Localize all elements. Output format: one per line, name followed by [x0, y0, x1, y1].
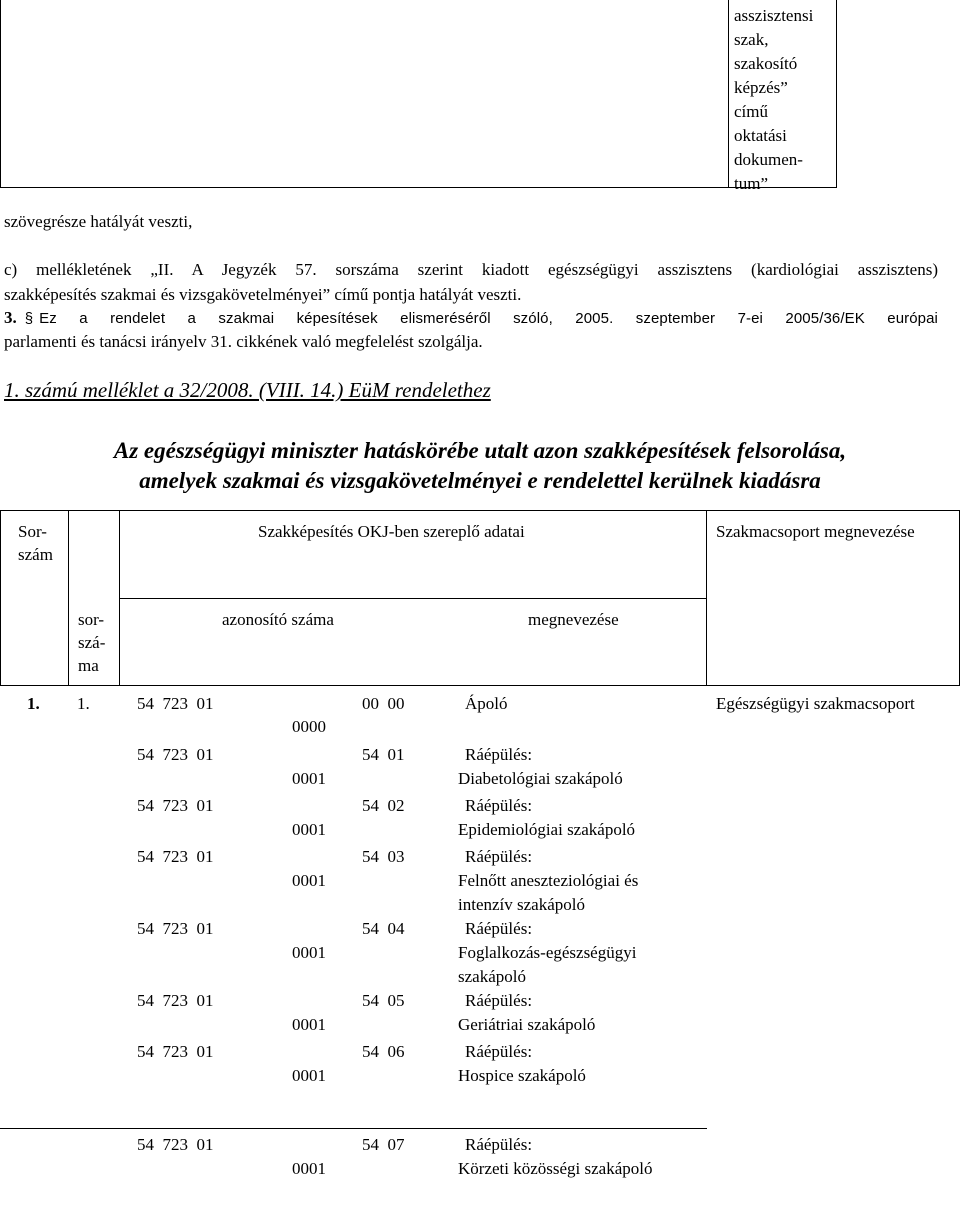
- azonosito-szam: 54 723 01: [137, 745, 214, 764]
- table-border: [0, 685, 960, 686]
- table-border: [706, 510, 707, 686]
- header-okj-group: Szakképesítés OKJ-ben szereplő adatai: [258, 522, 525, 541]
- azonosito-szam-suffix: 0001: [292, 1066, 326, 1085]
- azonosito-szam: 54 723 01: [137, 1135, 214, 1154]
- section-3-line2: parlamenti és tanácsi irányelv 31. cikkének való megfelelést szolgálja.: [4, 332, 483, 351]
- azonosito-szam-suffix: 0001: [292, 820, 326, 839]
- azonosito-szam: 54 723 01: [137, 796, 214, 815]
- main-title-line2: amelyek szakmai és vizsgakövetelményei e rendelettel kerülnek kiadásra: [139, 468, 821, 493]
- szakkepesites-name: Ápoló: [465, 694, 508, 713]
- okj-code: 54 01: [362, 745, 405, 764]
- table-border: [0, 0, 1, 188]
- azonosito-szam: 54 723 01: [137, 1042, 214, 1061]
- szakkepesites-name: Ráépülés: Hospice szakápoló: [458, 1042, 586, 1085]
- main-title-line1: Az egészségügyi miniszter hatáskörébe utalt azon szakképesítések felsorolása,: [113, 438, 847, 463]
- szakkepesites-name: Ráépülés: Foglalkozás-egészségügyi szakápoló: [458, 919, 637, 986]
- paragraph-repeal: szövegrésze hatályát veszti,: [4, 212, 193, 231]
- azonosito-szam: 54 723 01: [137, 991, 214, 1010]
- table-border: [728, 0, 729, 188]
- section-sign: §: [24, 310, 34, 327]
- table-border: [119, 598, 120, 686]
- header-sub-sorszama: sor- szá- ma: [78, 610, 106, 675]
- szakkepesites-name: Ráépülés: Geriátriai szakápoló: [458, 991, 596, 1034]
- annex-heading: 1. számú melléklet a 32/2008. (VIII. 14.) EüM rendelethez: [4, 378, 491, 402]
- okj-code: 54 06: [362, 1042, 405, 1061]
- okj-code: 54 03: [362, 847, 405, 866]
- paragraph-annex-c-line2: szakképesítés szakmai és vizsgakövetelményei” című pontja hatályát veszti.: [4, 285, 522, 304]
- group-name: Egészségügyi szakmacsoport: [716, 694, 915, 713]
- azonosito-szam: 54 723 01: [137, 919, 214, 938]
- section-number: 3.: [4, 308, 17, 327]
- fragment-cell-text: asszisztensi szak, szakosító képzés” című oktatási dokumen- tum”: [734, 6, 814, 193]
- azonosito-szam-suffix: 0001: [292, 871, 326, 890]
- szakkepesites-name: Ráépülés: Diabetológiai szakápoló: [458, 745, 623, 788]
- azonosito-szam-suffix: 0000: [292, 717, 326, 736]
- sub-number: 1.: [77, 694, 90, 713]
- azonosito-szam-suffix: 0001: [292, 1015, 326, 1034]
- azonosito-szam: 54 723 01: [137, 694, 214, 713]
- table-border: [0, 187, 837, 188]
- table-border: [0, 510, 960, 511]
- azonosito-szam-suffix: 0001: [292, 1159, 326, 1178]
- header-sub-azonosito: azonosító száma: [222, 610, 334, 629]
- table-border: [119, 598, 706, 599]
- table-border: [0, 510, 1, 686]
- azonosito-szam-suffix: 0001: [292, 769, 326, 788]
- szakkepesites-name: Ráépülés: Körzeti közösségi szakápoló: [458, 1135, 653, 1178]
- szakkepesites-name: Ráépülés: Epidemiológiai szakápoló: [458, 796, 636, 839]
- paragraph-section-3: [4, 306, 938, 330]
- okj-code: 54 07: [362, 1135, 405, 1154]
- okj-code: 54 05: [362, 991, 405, 1010]
- paragraph-annex-c-line1: c) mellékletének „II. A Jegyzék 57. sorszáma szerint kiadott egészségügyi asszisztens (kardiológiai asszisztens): [4, 260, 938, 279]
- header-sub-megnevezese: megnevezése: [528, 610, 619, 629]
- table-border: [836, 0, 837, 188]
- azonosito-szam: 54 723 01: [137, 847, 214, 866]
- header-szakmacsoport: Szakmacsoport megnevezése: [716, 522, 915, 541]
- table-border: [0, 1128, 707, 1129]
- table-border: [68, 510, 69, 686]
- okj-code: 00 00: [362, 694, 405, 713]
- header-sorszam: Sor- szám: [18, 522, 53, 564]
- okj-code: 54 02: [362, 796, 405, 815]
- section-3-line1: Ez a rendelet a szakmai képesítések elismeréséről szóló, 2005. szeptember 7-ei 2005/36/EK európai: [39, 310, 938, 327]
- group-number: 1.: [27, 694, 40, 713]
- table-border: [119, 510, 120, 599]
- okj-code: 54 04: [362, 919, 405, 938]
- szakkepesites-name: Ráépülés: Felnőtt aneszteziológiai és intenzív szakápoló: [458, 847, 639, 914]
- azonosito-szam-suffix: 0001: [292, 943, 326, 962]
